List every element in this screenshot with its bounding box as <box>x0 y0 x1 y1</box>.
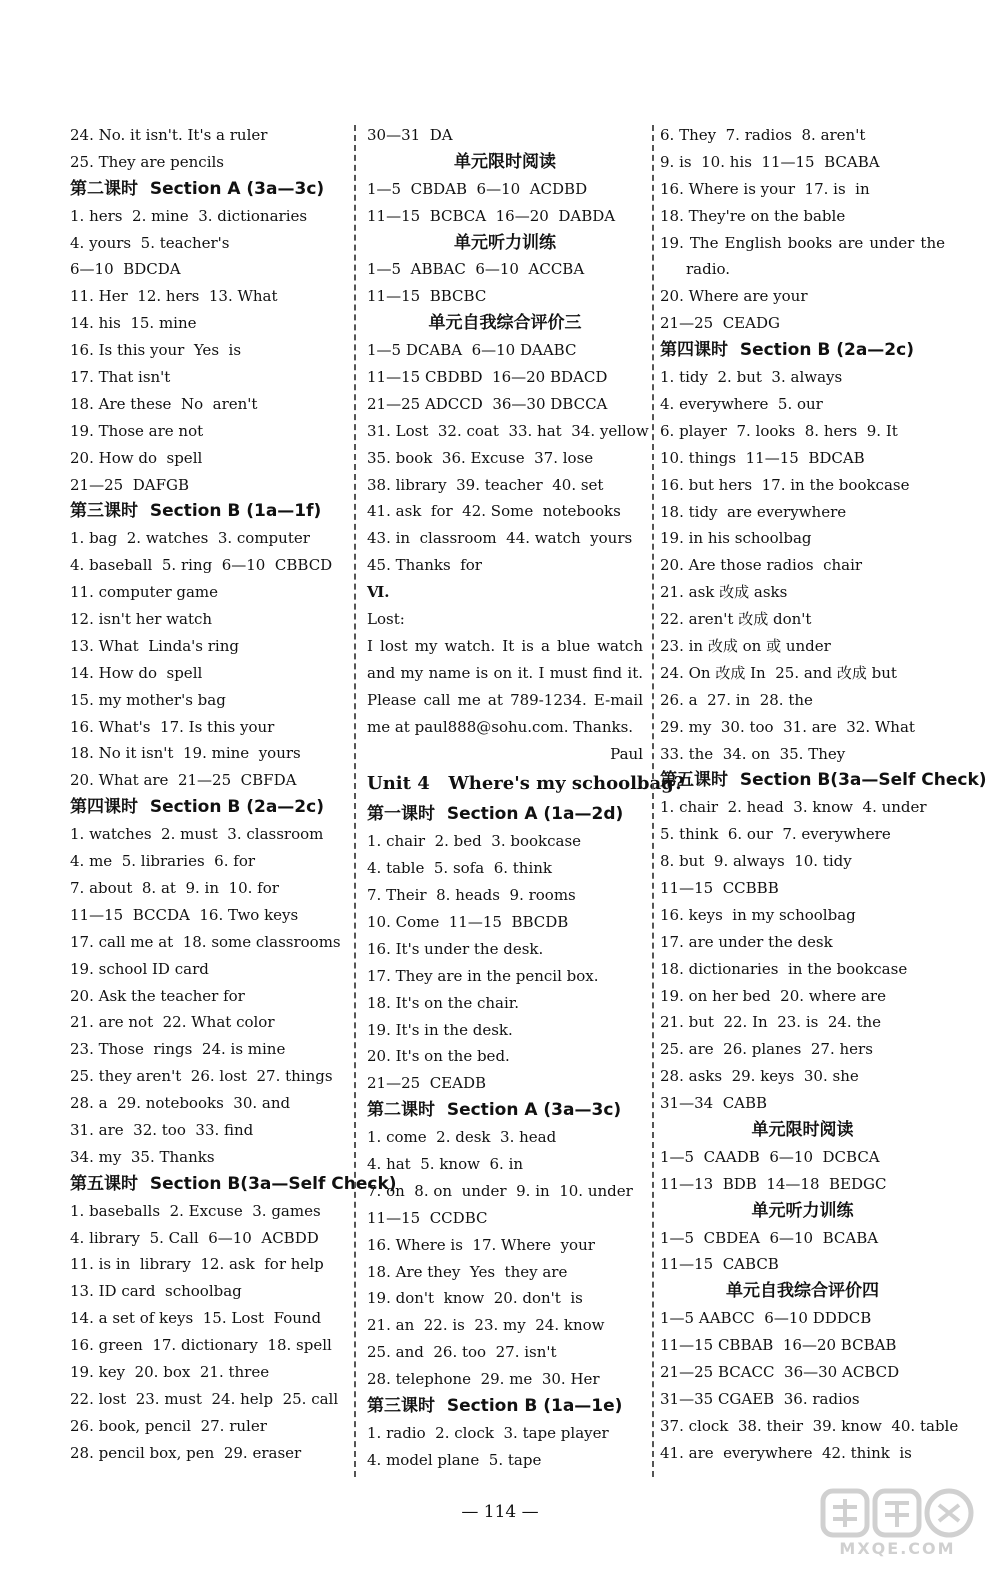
answer-line: 21—25 BCACC 36—30 ACBCD <box>660 1363 900 1381</box>
answer-line: 1. come 2. desk 3. head <box>367 1128 557 1147</box>
column-divider <box>354 125 356 1477</box>
answer-line: 16. Where is 17. Where your <box>367 1235 595 1254</box>
answer-line: 24. No. it isn't. It's a ruler <box>70 126 268 144</box>
notice-paragraph: I lost my watch. It is a blue watch and my name is on it. I must find it. Please call me at 789-1234. E-mail me at paul888@sohu.com. Thanks. <box>367 636 643 736</box>
answer-line: 7. on 8. on under 9. in 10. under <box>367 1181 633 1200</box>
answer-line: 31—34 CABB <box>660 1094 768 1113</box>
answer-line: 25. They are pencils <box>70 152 224 171</box>
column-middle <box>367 122 685 1474</box>
answer-line: 38. library 39. teacher 40. set <box>367 475 604 494</box>
answer-line: 21—25 ADCCD 36—30 DBCCA <box>367 394 608 413</box>
answer-line: 11—15 CABCB <box>660 1255 779 1274</box>
answer-line: 18. They're on the bable <box>660 206 846 225</box>
answer-line: 16. green 17. dictionary 18. spell <box>70 1336 332 1355</box>
answer-line: 25. are 26. planes 27. hers <box>660 1040 873 1059</box>
section-heading: 第三课时 Section B (1a—1f) <box>70 501 322 522</box>
answer-line: 5. think 6. our 7. everywhere <box>660 825 891 844</box>
answer-line: 21—25 DAFGB <box>70 475 189 494</box>
answer-line: 13. What Linda's ring <box>70 636 239 655</box>
part-label: Ⅵ. <box>367 583 390 602</box>
answer-line: 31. Lost 32. coat 33. hat 34. yellow <box>367 421 649 440</box>
answer-line: 4. baseball 5. ring 6—10 CBBCD <box>70 556 333 575</box>
answer-line: 17. That isn't <box>70 368 171 387</box>
answer-line: 23. in 改成 on 或 under <box>660 636 831 655</box>
answer-line: 1—5 DCABA 6—10 DAABC <box>367 341 577 360</box>
answer-line: 28. telephone 29. me 30. Her <box>367 1370 600 1389</box>
answer-line: 25. they aren't 26. lost 27. things <box>70 1067 333 1086</box>
answer-line: 26. a 27. in 28. the <box>660 690 813 709</box>
section-heading: 第四课时 Section B (2a—2c) <box>70 797 324 818</box>
answer-line: 8. but 9. always 10. tidy <box>660 852 852 871</box>
answer-line: 14. a set of keys 15. Lost Found <box>70 1309 322 1328</box>
answer-line: 10. Come 11—15 BBCDB <box>367 913 569 931</box>
signature-text: Paul <box>610 744 643 763</box>
answer-line: 26. book, pencil 27. ruler <box>70 1416 267 1435</box>
answer-line: 29. my 30. too 31. are 32. What <box>660 717 915 736</box>
answer-line: 19. on her bed 20. where are <box>660 986 886 1005</box>
answer-line: 1. bag 2. watches 3. computer <box>70 529 310 548</box>
answer-line: 18. Are these No aren't <box>70 394 258 413</box>
answer-line: 16. What's 17. Is this your <box>70 717 275 736</box>
answer-line: 33. the 34. on 35. They <box>660 744 846 763</box>
answer-line: 45. Thanks for <box>367 556 482 575</box>
section-heading: 单元自我综合评价四 <box>726 1281 879 1302</box>
answer-line: 18. It's on the chair. <box>367 993 520 1012</box>
answer-line: 34. my 35. Thanks <box>70 1147 215 1166</box>
answer-line: 20. Are those radios chair <box>660 556 863 575</box>
answer-line: 16. Where is your 17. is in <box>660 179 870 198</box>
answer-line: 28. a 29. notebooks 30. and <box>70 1094 291 1113</box>
section-heading: 单元限时阅读 <box>454 151 556 172</box>
section-heading: 第四课时 Section B (2a—2c) <box>660 340 914 361</box>
answer-line: 1—5 CBDAB 6—10 ACDBD <box>367 179 588 198</box>
answer-line: 37. clock 38. their 39. know 40. table <box>660 1416 959 1435</box>
watermark-logo <box>815 1487 980 1562</box>
answer-line: 13. ID card schoolbag <box>70 1282 242 1301</box>
answer-line: 11—15 CCBBB <box>660 878 779 897</box>
page-number: — 114 — <box>461 1502 539 1522</box>
answer-line: 7. about 8. at 9. in 10. for <box>70 878 279 897</box>
answer-line: 18. dictionaries in the bookcase <box>660 959 908 978</box>
answer-line: 16. keys in my schoolbag <box>660 905 856 924</box>
answer-line: 20. It's on the bed. <box>367 1047 510 1066</box>
answer-line: 20. Ask the teacher for <box>70 986 245 1005</box>
answer-line: 11. Her 12. hers 13. What <box>70 287 278 306</box>
answer-line: 4. library 5. Call 6—10 ACBDD <box>70 1228 319 1247</box>
answer-line: 12. isn't her watch <box>70 610 213 629</box>
answer-line: 20. Where are your <box>660 287 808 306</box>
answer-line: 1—5 CAADB 6—10 DCBCA <box>660 1147 880 1166</box>
answer-line: 1. watches 2. must 3. classroom <box>70 825 324 844</box>
answer-line: 18. Are they Yes they are <box>367 1262 568 1281</box>
answer-line: 1. chair 2. head 3. know 4. under <box>660 798 927 817</box>
answer-line: 31—35 CGAEB 36. radios <box>660 1389 860 1408</box>
answer-line: 4. model plane 5. tape <box>367 1450 542 1469</box>
column-right <box>660 122 987 1467</box>
section-heading: 单元听力训练 <box>751 1200 854 1221</box>
answer-line: 4. me 5. libraries 6. for <box>70 852 256 871</box>
answer-line: 15. my mother's bag <box>70 690 226 709</box>
answer-line: 4. hat 5. know 6. in <box>367 1155 524 1174</box>
section-heading: 第五课时 Section B(3a—Self Check) <box>70 1173 397 1194</box>
answer-line: 43. in classroom 44. watch yours <box>367 529 633 548</box>
answer-line: 1. chair 2. bed 3. bookcase <box>367 832 582 851</box>
answer-line: 4. yours 5. teacher's <box>70 233 230 252</box>
section-heading: 第三课时 Section B (1a—1e) <box>367 1396 623 1417</box>
answer-line: 6. They 7. radios 8. aren't <box>660 126 866 144</box>
answer-line: 16. Is this your Yes is <box>70 341 242 360</box>
answer-line: 18. tidy are everywhere <box>660 502 847 521</box>
answer-line: 18. No it isn't 19. mine yours <box>70 744 301 763</box>
answer-line: 1. hers 2. mine 3. dictionaries <box>70 206 308 225</box>
answer-line: 14. his 15. mine <box>70 314 197 333</box>
answer-line: 41. are everywhere 42. think is <box>660 1443 912 1462</box>
answer-line: 21. an 22. is 23. my 24. know <box>367 1316 605 1335</box>
answer-line: 25. and 26. too 27. isn't <box>367 1343 557 1362</box>
answer-line: 1. tidy 2. but 3. always <box>660 368 843 387</box>
answer-line: 22. aren't 改成 don't <box>660 610 812 629</box>
answer-line: 4. table 5. sofa 6. think <box>367 859 553 878</box>
answer-line: 11—15 CBBAB 16—20 BCBAB <box>660 1336 897 1355</box>
answer-line: 17. They are in the pencil box. <box>367 966 599 985</box>
answer-line: 21. but 22. In 23. is 24. the <box>660 1013 882 1032</box>
answer-line: 1—5 CBDEA 6—10 BCABA <box>660 1228 879 1247</box>
answer-line: 23. Those rings 24. is mine <box>70 1040 286 1059</box>
section-heading: 第二课时 Section A (3a—3c) <box>70 178 325 199</box>
answer-line: 24. On 改成 In 25. and 改成 but <box>660 663 897 682</box>
answer-line: 1. baseballs 2. Excuse 3. games <box>70 1201 321 1220</box>
section-heading: 第一课时 Section A (1a—2d) <box>367 804 624 825</box>
answer-line: 30—31 DA <box>367 126 453 144</box>
section-heading: 第五课时 Section B(3a—Self Check) <box>660 770 987 791</box>
section-heading: 单元限时阅读 <box>751 1119 854 1140</box>
answer-line: 1—5 ABBAC 6—10 ACCBA <box>367 260 585 279</box>
answer-line: 11—15 BCCDA 16. Two keys <box>70 905 299 924</box>
answer-line: 17. are under the desk <box>660 932 833 951</box>
answer-line: 35. book 36. Excuse 37. lose <box>367 448 594 467</box>
answer-line: 16. It's under the desk. <box>367 939 544 958</box>
answer-line: 41. ask for 42. Some notebooks <box>367 502 621 521</box>
answer-line: 11—13 BDB 14—18 BEDGC <box>660 1174 887 1193</box>
answer-line: 19. school ID card <box>70 959 209 978</box>
answer-line: 11. is in library 12. ask for help <box>70 1255 324 1274</box>
answer-line: 31. are 32. too 33. find <box>70 1120 254 1139</box>
answer-line: 11—15 BCBCA 16—20 DABDA <box>367 206 616 225</box>
answer-line: 6. player 7. looks 8. hers 9. It <box>660 421 898 440</box>
answer-line: 21. ask 改成 asks <box>660 583 788 602</box>
answer-line: 11—15 CCDBC <box>367 1208 488 1227</box>
answer-line: 11. computer game <box>70 583 219 602</box>
answer-line: 7. Their 8. heads 9. rooms <box>367 886 576 905</box>
answer-line: 19. It's in the desk. <box>367 1020 513 1039</box>
answer-line: 4. everywhere 5. our <box>660 394 823 413</box>
answer-line: 11—15 CBDBD 16—20 BDACD <box>367 368 608 387</box>
section-heading: 第二课时 Section A (3a—3c) <box>367 1100 622 1121</box>
answer-line: Lost: <box>367 610 405 629</box>
answer-line: 19. key 20. box 21. three <box>70 1362 270 1381</box>
column-divider <box>652 125 654 1477</box>
watermark-text: MXQE.COM <box>839 1539 956 1558</box>
answer-line: 21. are not 22. What color <box>70 1013 275 1032</box>
answer-line: 28. asks 29. keys 30. she <box>660 1067 859 1086</box>
answer-line: 22. lost 23. must 24. help 25. call <box>70 1389 339 1408</box>
section-heading: 单元自我综合评价三 <box>428 313 582 334</box>
answer-line: 21—25 CEADB <box>367 1074 487 1093</box>
answer-line: 9. is 10. his 11—15 BCABA <box>660 152 880 171</box>
section-heading: 单元听力训练 <box>454 232 556 253</box>
answer-line: 19. in his schoolbag <box>660 529 812 548</box>
answer-line: 17. call me at 18. some classrooms <box>70 932 341 951</box>
answer-line: 1—5 AABCC 6—10 DDDCB <box>660 1309 872 1328</box>
answer-line: 11—15 BBCBC <box>367 287 487 306</box>
answer-line: 16. but hers 17. in the bookcase <box>660 475 910 494</box>
answer-line: 19. don't know 20. don't is <box>367 1289 583 1308</box>
answer-line: 10. things 11—15 BDCAB <box>660 448 865 467</box>
answer-line: 21—25 CEADG <box>660 314 780 333</box>
answer-line: 20. How do spell <box>70 448 203 467</box>
answer-line: 20. What are 21—25 CBFDA <box>70 771 297 790</box>
answer-line: 14. How do spell <box>70 663 203 682</box>
answer-line: 6—10 BDCDA <box>70 260 181 279</box>
answer-line: 19. The English books are under the radio. <box>660 233 945 279</box>
answer-line: 1. radio 2. clock 3. tape player <box>367 1423 609 1442</box>
answer-line: 19. Those are not <box>70 421 204 440</box>
unit-title: Unit 4 Where's my schoolbag? <box>367 773 685 795</box>
answer-line: 28. pencil box, pen 29. eraser <box>70 1443 302 1462</box>
